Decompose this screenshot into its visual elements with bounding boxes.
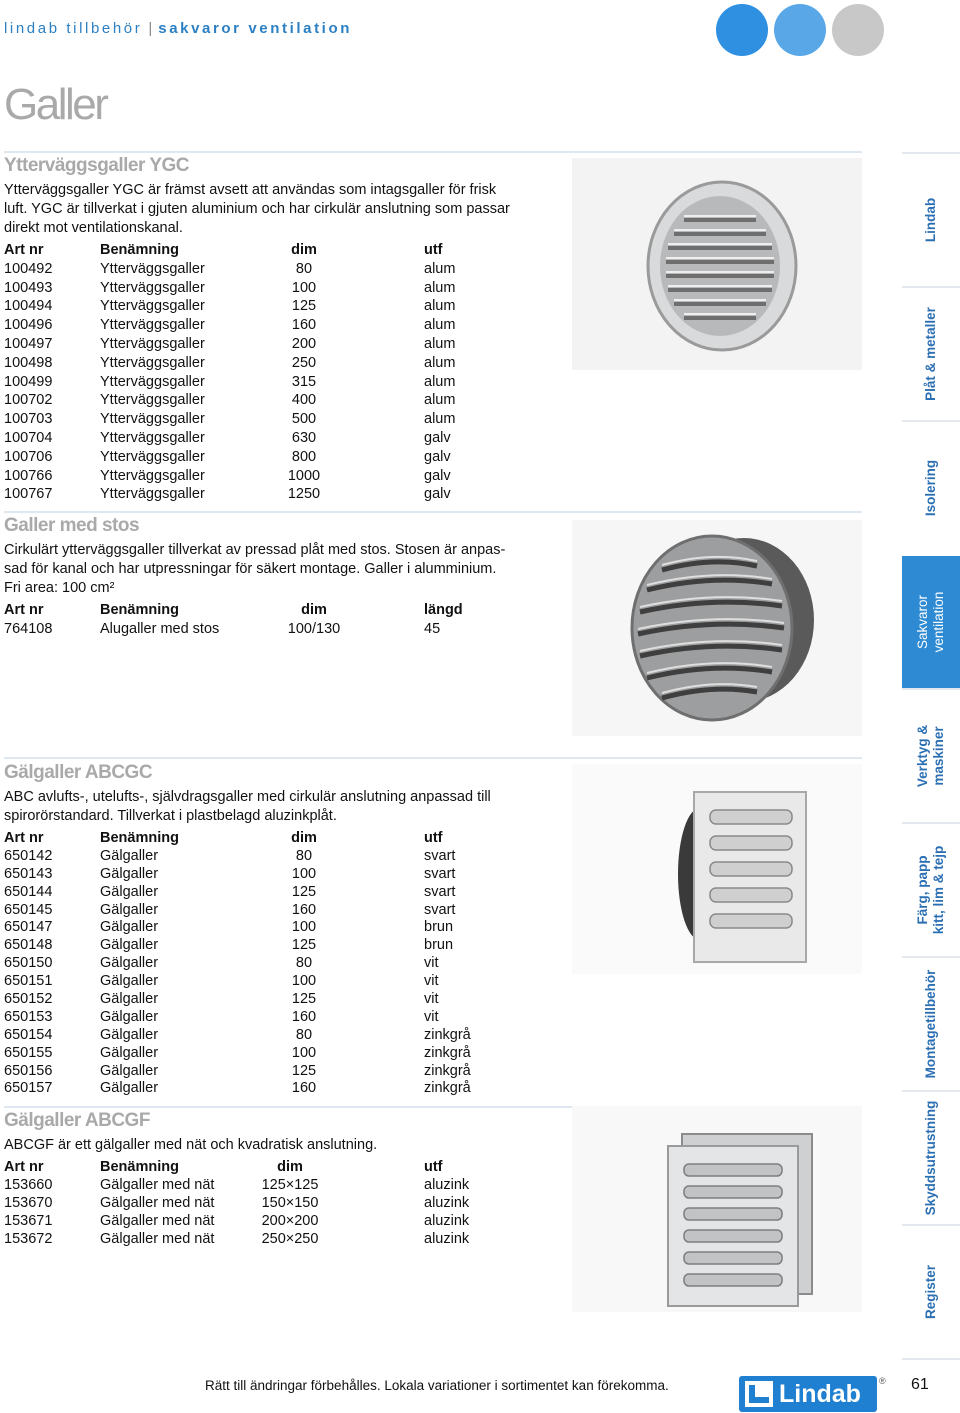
table-cell: Ytterväggsgaller — [100, 448, 205, 465]
table-cell: Gälgaller — [100, 847, 159, 864]
table-cell: Ytterväggsgaller — [100, 260, 205, 277]
tab-sakvaror-ventilation[interactable] — [902, 554, 960, 688]
decorative-dots — [716, 4, 884, 56]
table-cell: 100499 — [4, 373, 53, 390]
table-cell: 160 — [291, 317, 317, 334]
table-cell: 153660 — [4, 1177, 53, 1193]
table-cell: Gälgaller — [100, 883, 159, 900]
round-grille-with-collar-illustration — [572, 520, 862, 736]
column-header: Art nr — [4, 602, 44, 618]
table-cell: 650152 — [4, 991, 53, 1008]
table-cell: 100704 — [4, 429, 53, 446]
tab-label-line: ventilation — [931, 591, 946, 653]
table-cell: Ytterväggsgaller — [100, 486, 205, 503]
table-cell: Gälgaller — [100, 973, 159, 990]
dot-lightblue — [774, 4, 826, 56]
column-header: Art nr — [4, 242, 44, 258]
table-cell: aluzink — [424, 1213, 470, 1229]
table-cell: svart — [424, 901, 456, 918]
tab-divider — [902, 956, 960, 958]
table-cell: Gälgaller — [100, 865, 159, 882]
table-cell: 400 — [291, 392, 317, 409]
tab-label — [915, 592, 947, 653]
column-header: Benämning — [100, 602, 179, 618]
column-header: Benämning — [100, 830, 179, 846]
section-desc-ygc — [4, 181, 510, 238]
table-cell: aluzink — [424, 1177, 470, 1193]
table-cell: 1250 — [287, 486, 321, 503]
tab-isolering[interactable] — [902, 420, 960, 554]
table-cell: 100 — [291, 279, 317, 296]
table-cell: 125×125 — [261, 1177, 319, 1193]
page-number: 61 — [911, 1376, 929, 1393]
ygc-grille-photo — [572, 158, 862, 370]
table-cell: Ytterväggsgaller — [100, 411, 205, 428]
table-cell: alum — [424, 392, 456, 409]
table-cell: svart — [424, 865, 456, 882]
tab-divider — [902, 420, 960, 422]
column-header: utf — [424, 1159, 443, 1175]
table-cell: Gälgaller — [100, 955, 159, 972]
abcgc-grille-photo — [572, 764, 862, 974]
desc-line: Fri area: 100 cm² — [4, 580, 115, 596]
tab-divider — [902, 286, 960, 288]
table-cell: 100/130 — [287, 620, 341, 637]
table-cell: 1000 — [287, 467, 321, 484]
table-cell: zinkgrå — [424, 1062, 471, 1079]
table-cell: 650144 — [4, 883, 53, 900]
table-cell: zinkgrå — [424, 1080, 471, 1097]
tab-divider — [902, 822, 960, 824]
column-header: Benämning — [100, 1159, 179, 1175]
table-cell: Alugaller med stos — [100, 620, 220, 637]
square-louvre-grille-illustration — [572, 764, 862, 974]
table-cell: vit — [424, 991, 439, 1008]
tab-label: Montagetillbehör — [923, 969, 938, 1079]
table-cell: Gälgaller — [100, 1008, 159, 1025]
column-header: Art nr — [4, 1159, 44, 1175]
table-cell: 650145 — [4, 901, 53, 918]
tab-label-line: Sakvaror — [915, 594, 930, 650]
table-cell: Ytterväggsgaller — [100, 429, 205, 446]
table-cell: 200×200 — [261, 1213, 319, 1229]
table-cell: alum — [424, 260, 456, 277]
table-cell: svart — [424, 847, 456, 864]
footer-disclaimer: Rätt till ändringar förbehålles. Lokala variationer i sortimentet kan förekomma. — [205, 1378, 669, 1393]
section-rule — [4, 151, 862, 153]
table-cell: 650157 — [4, 1080, 53, 1097]
table-cell: 125 — [291, 1062, 317, 1079]
tab-label — [915, 725, 947, 787]
running-header — [4, 20, 352, 37]
table-cell: Gälgaller — [100, 1080, 159, 1097]
table-cell: 250×250 — [261, 1231, 319, 1247]
table-cell: Gälgaller — [100, 901, 159, 918]
tab-label: Plåt & metaller — [923, 307, 938, 401]
table-cell: 250 — [291, 354, 317, 371]
stos-grille-photo — [572, 520, 862, 736]
table-cell: 650156 — [4, 1062, 53, 1079]
registered-mark: ® — [879, 1376, 886, 1386]
table-cell: 100 — [291, 973, 317, 990]
table-cell: 650147 — [4, 919, 53, 936]
desc-line: Ytterväggsgaller YGC är främst avsett att användas som intagsgaller för frisk — [4, 182, 497, 198]
table-cell: svart — [424, 883, 456, 900]
column-header: dim — [291, 242, 317, 258]
table-cell: 153670 — [4, 1195, 53, 1211]
table-cell: 650154 — [4, 1026, 53, 1043]
tab-skyddsutrustning[interactable] — [902, 1090, 960, 1224]
tab-label-line: kitt, lim & tejp — [931, 845, 946, 935]
table-cell: brun — [424, 937, 454, 954]
tab-montagetillbehor[interactable] — [902, 956, 960, 1090]
tab-label-line: maskiner — [931, 726, 946, 786]
table-cell: vit — [424, 1008, 439, 1025]
desc-line: luft. YGC är tillverkat i gjuten aluminium och har cirkulär anslutning som passar — [4, 201, 510, 217]
page-title: Galler — [4, 80, 107, 129]
table-cell: Ytterväggsgaller — [100, 467, 205, 484]
table-cell: 500 — [291, 411, 317, 428]
table-cell: 80 — [295, 847, 313, 864]
table-cell: 650153 — [4, 1008, 53, 1025]
tab-label: Skyddsutrustning — [923, 1100, 938, 1216]
section-desc-abcgc — [4, 788, 491, 826]
desc-line: sad för kanal och har utpressningar för säkert montage. Galler i alumminium. — [4, 561, 497, 577]
table-cell: 100494 — [4, 298, 53, 315]
table-cell: 160 — [291, 901, 317, 918]
table-cell: 153672 — [4, 1231, 53, 1247]
tab-divider — [902, 1224, 960, 1226]
table-cell: Ytterväggsgaller — [100, 298, 205, 315]
table-cell: 650148 — [4, 937, 53, 954]
section-title-abcgc: Gälgaller ABCGC — [4, 762, 153, 783]
table-cell: 80 — [295, 955, 313, 972]
table-cell: Ytterväggsgaller — [100, 373, 205, 390]
table-cell: brun — [424, 919, 454, 936]
column-header: Benämning — [100, 242, 179, 258]
dot-grey — [832, 4, 884, 56]
header-part1: lindab tillbehör — [4, 20, 143, 37]
round-grille-illustration — [572, 158, 862, 370]
table-cell: 100 — [291, 865, 317, 882]
table-cell: alum — [424, 335, 456, 352]
table-cell: 80 — [295, 1026, 313, 1043]
table-cell: 45 — [424, 620, 441, 637]
tab-farg-papp[interactable] — [902, 822, 960, 956]
table-cell: 100703 — [4, 411, 53, 428]
table-cell: alum — [424, 317, 456, 334]
table-cell: 200 — [291, 335, 317, 352]
table-cell: 100492 — [4, 260, 53, 277]
table-cell: 650150 — [4, 955, 53, 972]
table-cell: 100706 — [4, 448, 53, 465]
table-cell: Gälgaller med nät — [100, 1213, 215, 1229]
table-cell: alum — [424, 279, 456, 296]
desc-line: direkt mot ventilationskanal. — [4, 220, 183, 236]
desc-line: spirorörstandard. Tillverkat i plastbelagd aluzinkplåt. — [4, 808, 337, 824]
table-cell: aluzink — [424, 1195, 470, 1211]
table-cell: aluzink — [424, 1231, 470, 1247]
tab-label: Lindab — [923, 197, 938, 243]
table-cell: 153671 — [4, 1213, 53, 1229]
table-cell: 100702 — [4, 392, 53, 409]
column-header: Art nr — [4, 830, 44, 846]
tab-label — [915, 846, 947, 935]
table-cell: galv — [424, 429, 451, 446]
table-cell: 650142 — [4, 847, 53, 864]
table-cell: Gälgaller med nät — [100, 1177, 215, 1193]
table-cell: 315 — [291, 373, 317, 390]
table-cell: 650151 — [4, 973, 53, 990]
table-cell: 800 — [291, 448, 317, 465]
section-desc-stos — [4, 541, 505, 598]
tab-plat-metaller[interactable] — [902, 286, 960, 420]
table-cell: 125 — [291, 298, 317, 315]
tab-label-line: Verktyg & — [915, 724, 930, 788]
table-cell: Gälgaller — [100, 919, 159, 936]
table-cell: alum — [424, 354, 456, 371]
lindab-logo — [739, 1376, 877, 1412]
table-cell: 100766 — [4, 467, 53, 484]
tab-register[interactable] — [902, 1224, 960, 1358]
column-header: dim — [291, 830, 317, 846]
square-grille-with-mesh-illustration — [572, 1106, 862, 1312]
tab-divider — [902, 1090, 960, 1092]
table-cell: 150×150 — [261, 1195, 319, 1211]
table-cell: Gälgaller — [100, 1026, 159, 1043]
table-cell: alum — [424, 373, 456, 390]
section-title-ygc: Ytterväggsgaller YGC — [4, 155, 190, 176]
table-cell: Gälgaller — [100, 991, 159, 1008]
table-cell: 100497 — [4, 335, 53, 352]
desc-line: ABC avlufts-, utelufts-, självdragsgaller med cirkulär anslutning anpassad till — [4, 789, 491, 805]
table-cell: Gälgaller — [100, 1062, 159, 1079]
table-cell: Gälgaller — [100, 1044, 159, 1061]
table-cell: alum — [424, 298, 456, 315]
table-cell: 125 — [291, 883, 317, 900]
table-cell: 630 — [291, 429, 317, 446]
table-cell: Ytterväggsgaller — [100, 354, 205, 371]
desc-line: ABCGF är ett gälgaller med nät och kvadratisk anslutning. — [4, 1137, 378, 1153]
lindab-mark-icon — [745, 1381, 773, 1407]
table-cell: 100 — [291, 1044, 317, 1061]
tab-label: Register — [923, 1264, 938, 1320]
table-cell: 100496 — [4, 317, 53, 334]
tab-divider — [902, 1358, 960, 1360]
abcgf-grille-photo — [572, 1106, 862, 1312]
table-cell: Ytterväggsgaller — [100, 317, 205, 334]
table-cell: zinkgrå — [424, 1044, 471, 1061]
section-title-stos: Galler med stos — [4, 515, 140, 536]
table-cell: galv — [424, 486, 451, 503]
table-cell: galv — [424, 448, 451, 465]
section-rule — [4, 511, 862, 513]
table-cell: 100498 — [4, 354, 53, 371]
desc-line: Cirkulärt ytterväggsgaller tillverkat av pressad plåt med stos. Stosen är anpas- — [4, 542, 506, 558]
table-cell: 100493 — [4, 279, 53, 296]
column-header: längd — [424, 602, 463, 618]
header-part2: sakvaror ventilation — [158, 20, 352, 37]
table-cell: Ytterväggsgaller — [100, 279, 205, 296]
logo-text: Lindab — [779, 1379, 861, 1408]
table-cell: 160 — [291, 1008, 317, 1025]
column-header: dim — [301, 602, 327, 618]
header-separator: | — [148, 20, 153, 37]
section-title-abcgf: Gälgaller ABCGF — [4, 1110, 150, 1131]
tab-divider — [902, 152, 960, 154]
tab-lindab[interactable] — [902, 152, 960, 286]
dot-blue — [716, 4, 768, 56]
table-cell: vit — [424, 973, 439, 990]
table-cell: zinkgrå — [424, 1026, 471, 1043]
section-rule — [4, 757, 862, 759]
tab-label: Isolering — [923, 459, 938, 517]
table-cell: Ytterväggsgaller — [100, 335, 205, 352]
table-cell: Ytterväggsgaller — [100, 392, 205, 409]
column-header: utf — [424, 242, 443, 258]
table-cell: Gälgaller — [100, 937, 159, 954]
tab-divider — [902, 688, 960, 690]
table-cell: 764108 — [4, 620, 53, 637]
table-cell: 100 — [291, 919, 317, 936]
table-cell: 650155 — [4, 1044, 53, 1061]
table-cell: 80 — [295, 260, 313, 277]
tab-verktyg-maskiner[interactable] — [902, 688, 960, 822]
table-cell: Gälgaller med nät — [100, 1231, 215, 1247]
tab-label-line: Färg, papp — [915, 855, 930, 925]
column-header: dim — [277, 1159, 303, 1175]
column-header: utf — [424, 830, 443, 846]
table-cell: 125 — [291, 991, 317, 1008]
table-cell: 650143 — [4, 865, 53, 882]
table-cell: alum — [424, 411, 456, 428]
table-cell: 160 — [291, 1080, 317, 1097]
table-cell: 100767 — [4, 486, 53, 503]
table-cell: galv — [424, 467, 451, 484]
table-cell: 125 — [291, 937, 317, 954]
table-cell: Gälgaller med nät — [100, 1195, 215, 1211]
table-cell: vit — [424, 955, 439, 972]
section-desc-abcgf — [4, 1136, 377, 1155]
